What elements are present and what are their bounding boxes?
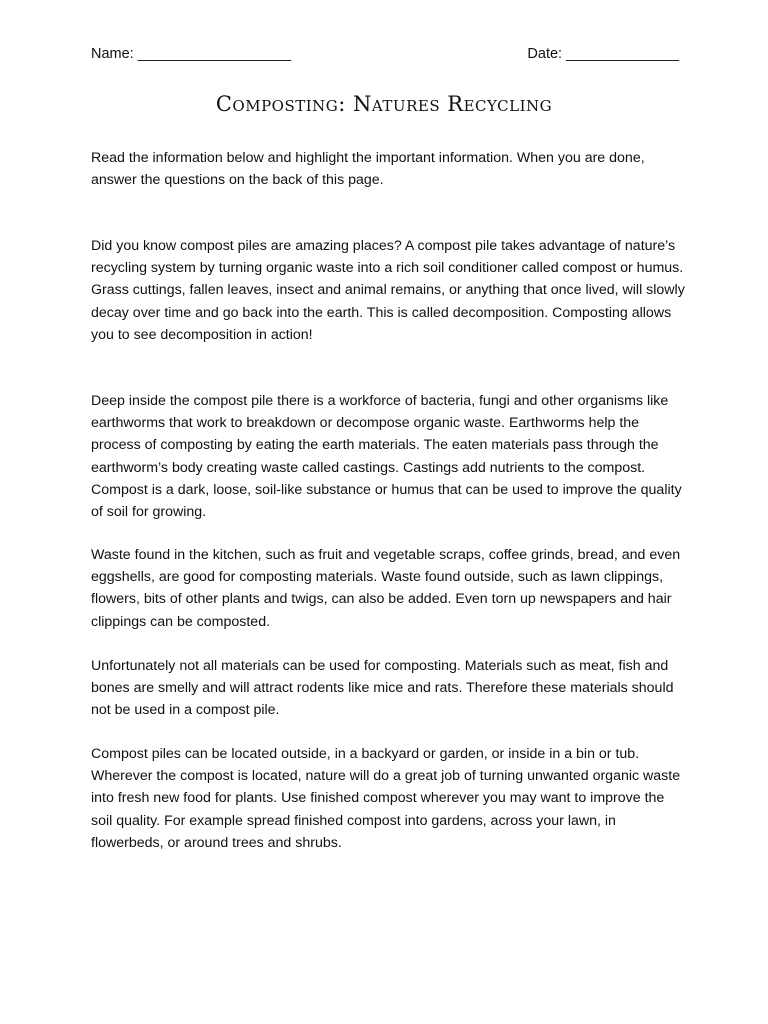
paragraph-compost-locations: Compost piles can be located outside, in a backyard or garden, or inside in a bin or tub. Wherever the compost is located, nature will do a great job of turning unwanted organic waste into fresh new food for plants. Use finished compost wherever you may want to improve the soil quality. For example spread finished compost into gardens, across your lawn, in flowerbeds, or around trees and shrubs. bbox=[91, 746, 681, 851]
date-field: Date: ______________ bbox=[527, 46, 679, 62]
page-title: Composting: Natures Recycling bbox=[215, 92, 553, 116]
header-row bbox=[91, 46, 679, 68]
paragraph-compost-piles: Did you know compost piles are amazing places? A compost pile takes advantage of nature’s recycling system by turning organic waste into a rich soil conditioner called compost or humus. Grass cuttings, fallen leaves, insect and animal remains, or anything that once lived, will slowly decay over time and go back into the earth. This is called decomposition. Composting allows you to see decomposition in action! bbox=[91, 238, 685, 343]
instructions-text: Read the information below and highlight the important information. When you are done, answer the questions on the back of this page. bbox=[91, 150, 645, 189]
name-field: Name: ___________________ bbox=[91, 46, 291, 62]
paragraph-kitchen-waste: Waste found in the kitchen, such as fruit and vegetable scraps, coffee grinds, bread, and even eggshells, are good for composting materials. Waste found outside, such as lawn clippings, flowers, bits of other plants and twigs, can also be added. Even torn up newspapers and hair clippings can be composted. bbox=[91, 547, 681, 630]
paragraph-unsuitable-materials: Unfortunately not all materials can be used for composting. Materials such as meat, fish and bones are smelly and will attract rodents like mice and rats. Therefore these materials should not be used in a compost pile. bbox=[91, 658, 674, 719]
paragraph-workforce: Deep inside the compost pile there is a workforce of bacteria, fungi and other organisms like earthworms that work to breakdown or decompose organic waste. Earthworms help the process of composting by eating the earth materials. The eaten materials pass through the earthworm’s body creating waste called castings. Castings add nutrients to the compost. Compost is a dark, loose, soil-like substance or humus that can be used to improve the quality of soil for growing. bbox=[91, 393, 682, 521]
